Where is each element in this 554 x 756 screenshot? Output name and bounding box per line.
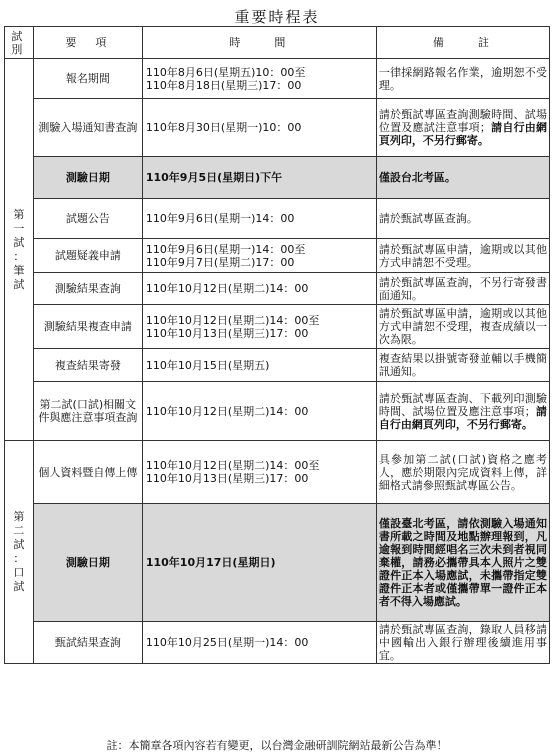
item-cell: 測驗結果複查申請 — [33, 305, 142, 349]
note-cell: 請於甄試專區查詢，不另行寄發書面通知。 — [376, 273, 549, 305]
item-cell: 甄試結果查詢 — [33, 622, 142, 664]
table-row — [5, 99, 550, 157]
header-note: 備 註 — [376, 27, 549, 59]
note-cell: 複查結果以掛號寄發並輔以手機簡訊通知。 — [376, 349, 549, 382]
table-header-row — [5, 27, 550, 59]
item-cell: 複查結果寄發 — [33, 349, 142, 382]
session-char: 試 — [13, 580, 25, 593]
time-cell: 110年8月6日(星期五)10：00至 110年8月18日(星期三)17：00 — [142, 59, 376, 99]
time-cell: 110年10月12日(星期二)14：00 — [142, 273, 376, 305]
footer-note: 註：本簡章各項內容若有變更，以台灣金融研訓院網站最新公告為準！ — [106, 739, 448, 752]
table-row — [5, 622, 550, 664]
item-cell: 試題疑義申請 — [33, 239, 142, 273]
time-cell: 110年9月6日(星期一)14：00至 110年9月7日(星期二)17：00 — [142, 239, 376, 273]
table-row — [5, 239, 550, 273]
note-cell: 請於甄試專區查詢。 — [376, 199, 549, 239]
note-cell: 請於甄試專區申請，逾期或以其他方式申請恕不受理，複查成績以一次為限。 — [376, 305, 549, 349]
session-char: 二 — [13, 524, 25, 537]
session-char: ： — [13, 249, 25, 263]
time-cell: 110年10月12日(星期二)14：00 — [142, 382, 376, 441]
session-first — [5, 59, 34, 441]
time-cell: 110年10月25日(星期一)14：00 — [142, 622, 376, 664]
item-cell: 測驗入場通知書查詢 — [33, 99, 142, 157]
session-char: 第 — [13, 510, 25, 523]
table-row — [5, 305, 550, 349]
table-row — [5, 59, 550, 99]
header-item: 要 項 — [33, 27, 142, 59]
time-cell: 110年8月30日(星期一)10：00 — [142, 99, 376, 157]
session-char: 筆 — [13, 263, 25, 277]
table-row-highlight — [5, 504, 550, 622]
item-cell: 試題公告 — [33, 199, 142, 239]
item-cell: 測驗結果查詢 — [33, 273, 142, 305]
time-cell: 110年10月17日(星期日) — [142, 504, 376, 622]
note-cell: 請於甄試專區查詢，錄取人員移請中國輸出入銀行辦理後續進用事宜。 — [376, 622, 549, 664]
session-char: 試 — [13, 235, 25, 249]
item-cell: 測驗日期 — [33, 504, 142, 622]
session-char: 一 — [13, 221, 25, 235]
time-cell: 110年9月5日(星期日)下午 — [142, 157, 376, 199]
item-cell: 報名期間 — [33, 59, 142, 99]
item-cell: 個人資料暨自傳上傳 — [33, 441, 142, 504]
note-cell: 僅設臺北考區，請依測驗入場通知書所載之時間及地點辦理報到，凡逾報到時間經唱名三次未到者視同棄權，請務必攜帶具本人照片之雙證件正本入場應試，未攜帶指定雙證件正本者或僅攜帶單一證件正本者不得入場應試。 — [376, 504, 549, 622]
table-row — [5, 349, 550, 382]
time-cell: 110年10月12日(星期二)14：00至 110年10月13日(星期三)17：00 — [142, 305, 376, 349]
note-cell: 僅設台北考區。 — [376, 157, 549, 199]
time-cell: 110年10月15日(星期五) — [142, 349, 376, 382]
session-char: 第 — [13, 207, 25, 221]
session-char: 試 — [13, 538, 25, 551]
note-cell: 請於甄試專區查詢、下載列印測驗時間、試場位置及應注意事項；請自行由網頁列印，不另行郵寄。 — [376, 382, 549, 441]
header-time: 時 間 — [142, 27, 376, 59]
session-char: ： — [13, 552, 25, 565]
note-cell: 具參加第二試(口試)資格之應考人，應於期限內完成資料上傳，詳細格式請參照甄試專區公告。 — [376, 441, 549, 504]
table-row — [5, 273, 550, 305]
time-cell: 110年10月12日(星期二)14：00至 110年10月13日(星期三)17：00 — [142, 441, 376, 504]
session-second — [5, 441, 34, 664]
table-row — [5, 382, 550, 441]
note-cell: 請於甄試專區查詢測驗時間、試場位置及應試注意事項；請自行由網頁列印，不另行郵寄。 — [376, 99, 549, 157]
time-cell: 110年9月6日(星期一)14：00 — [142, 199, 376, 239]
session-char: 試 — [13, 277, 25, 291]
table-row — [5, 199, 550, 239]
schedule-table — [4, 26, 550, 664]
table-row — [5, 441, 550, 504]
header-session: 試別 — [5, 27, 34, 59]
note-cell: 請於甄試專區申請，逾期或以其他方式申請恕不受理。 — [376, 239, 549, 273]
session-char: 口 — [13, 566, 25, 579]
table-row-highlight — [5, 157, 550, 199]
note-cell: 一律採網路報名作業，逾期恕不受理。 — [376, 59, 549, 99]
page-title: 重要時程表 — [234, 8, 320, 26]
item-cell: 第二試(口試)相關文件與應注意事項查詢 — [33, 382, 142, 441]
item-cell: 測驗日期 — [33, 157, 142, 199]
